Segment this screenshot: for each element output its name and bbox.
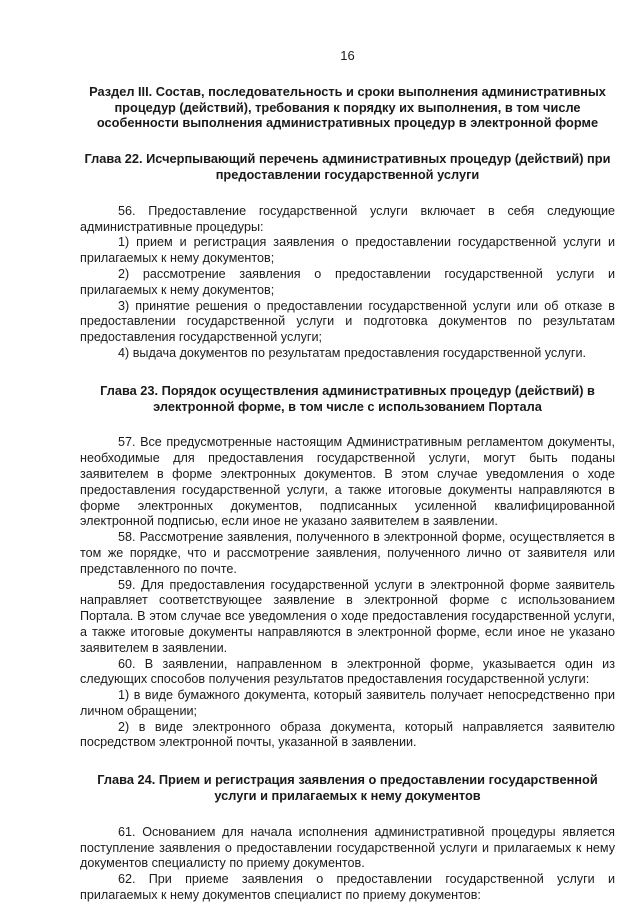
chapter-24-title: Глава 24. Прием и регистрация заявления о предоставлении государственной услуги и прилагаемых к нему документов — [97, 772, 598, 804]
paragraph-56: 56. Предоставление государственной услуги включает в себя следующие административные процедуры: — [80, 203, 615, 234]
page-number: 16 — [340, 48, 355, 63]
paragraph-62: 62. При приеме заявления о предоставлении государственной услуги и прилагаемых к нему документов специалист по приему документов: — [80, 872, 615, 903]
chapter-22-title: Глава 22. Исчерпывающий перечень административных процедур (действий) при предоставлении государственной услуги — [84, 151, 611, 182]
list-item: 4) выдача документов по результатам предоставления государственной услуги. — [118, 345, 586, 360]
chapter-22-body — [80, 204, 615, 362]
list-item: 1) прием и регистрация заявления о предоставлении государственной услуги и прилагаемых к нему документов; — [80, 235, 615, 266]
document-page — [80, 48, 615, 904]
paragraph-60: 60. В заявлении, направленном в электронной форме, указывается один из следующих способов получения результатов предоставления государственной услуги: — [80, 656, 615, 687]
paragraph-61: 61. Основанием для начала исполнения административной процедуры является поступление заявления о предоставлении государственной услуги и прилагаемых к нему документов специалисту по приему документов. — [80, 824, 615, 871]
list-item: 1) в виде бумажного документа, который заявитель получает непосредственно при личном обращении; — [80, 688, 615, 718]
paragraph-59: 59. Для предоставления государственной услуги в электронной форме заявитель направляет соответствующее заявление в электронной форме с использованием Портала. В этом случае все уведомления о ходе предоставления государственной услуги, а также итоговые документы направляются в электронной форме, если иное не указано заявителем в заявлении. — [80, 577, 615, 655]
paragraph-58: 58. Рассмотрение заявления, полученного в электронной форме, осуществляется в том же порядке, что и рассмотрение заявления, полученного лично от заявителя или представленного по почте. — [80, 530, 615, 576]
section-title: Раздел III. Состав, последовательность и сроки выполнения административных процедур (действий), требования к порядку их выполнения, в том числе особенности выполнения административных процедур в электронной форме — [89, 83, 606, 131]
paragraph-57: 57. Все предусмотренные настоящим Административным регламентом документы, необходимые для предоставления государственной услуги, могут быть поданы заявителем в форме электронных документов. В этом случае уведомления о ходе предоставления государственной услуги, а также итоговые документы направляются в форме электронных документов, подписанных усиленной квалифицированной электронной подписью, если иное не указано заявителем в заявлении. — [80, 435, 615, 529]
list-item: 2) рассмотрение заявления о предоставлении государственной услуги и прилагаемых к нему документов; — [80, 266, 615, 297]
list-item: 2) в виде электронного образа документа, который направляется заявителю посредством электронной почты, указанной в заявлении. — [80, 719, 615, 750]
chapter-23-title: Глава 23. Порядок осуществления административных процедур (действий) в электронной форме, в том числе с использованием Портала — [100, 382, 595, 414]
chapter-23-body — [80, 435, 615, 751]
chapter-24-body — [80, 825, 615, 904]
list-item: 3) принятие решения о предоставлении государственной услуги или об отказе в предоставлении государственной услуги и подготовка документов по результатам предоставления государственной услуги; — [80, 298, 615, 345]
